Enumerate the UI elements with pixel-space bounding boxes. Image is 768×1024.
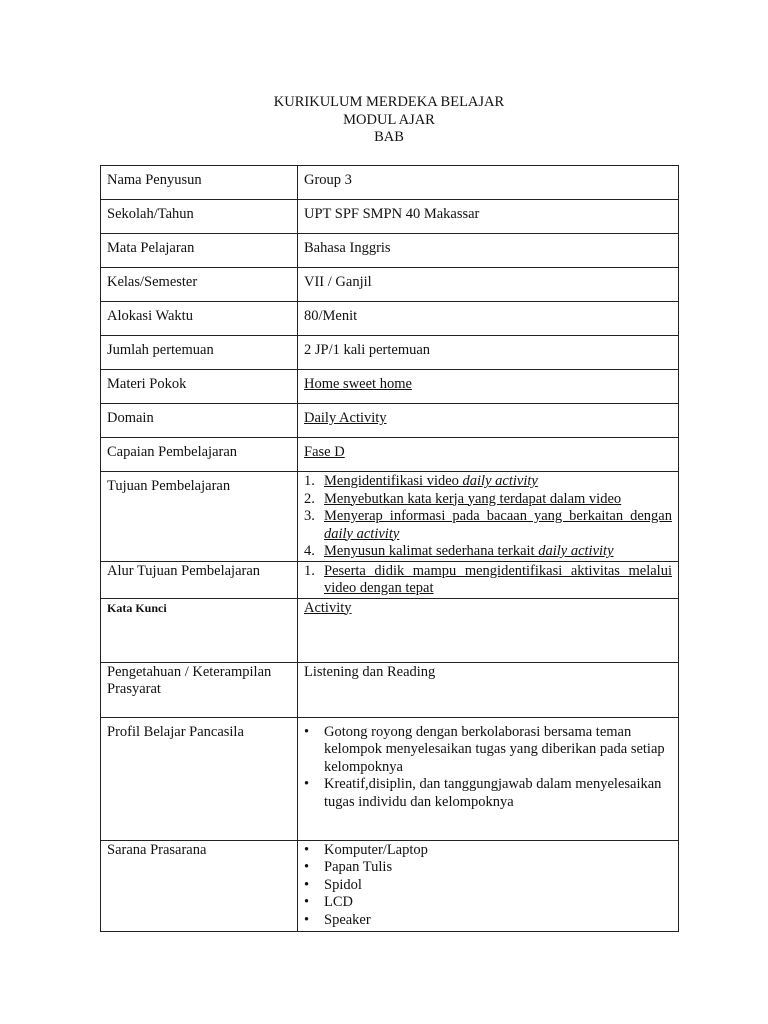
sarana-item (304, 912, 672, 930)
label-kelas: Kelas/Semester (101, 268, 298, 302)
sarana-text: Speaker (324, 911, 371, 928)
row-alur (101, 561, 679, 598)
row-sekolah (101, 200, 679, 234)
materi-text: Home sweet home (304, 376, 412, 392)
value-kata-kunci (298, 598, 679, 662)
tujuan-number: 1. (304, 473, 315, 489)
tujuan-text-italic: daily activity (538, 543, 614, 559)
tujuan-item (304, 473, 672, 491)
profil-item (304, 776, 672, 811)
value-domain (298, 404, 679, 438)
alur-number: 1. (304, 562, 315, 579)
value-kelas: VII / Ganjil (298, 268, 679, 302)
tujuan-list (304, 473, 672, 561)
label-alur: Alur Tujuan Pembelajaran (101, 561, 298, 598)
label-pengetahuan: Pengetahuan / Keterampilan Prasyarat (101, 662, 298, 717)
row-materi (101, 370, 679, 404)
tujuan-text (324, 473, 538, 489)
tujuan-text-italic: daily activity (462, 473, 538, 489)
bullet-icon: • (304, 911, 310, 928)
tujuan-text-italic: daily activity (324, 525, 400, 542)
tujuan-text-plain: Menyebutkan kata kerja yang terdapat dalam video (324, 490, 622, 507)
value-profil (298, 717, 679, 840)
kata-kunci-text: Activity (304, 599, 352, 616)
tujuan-text (324, 491, 621, 507)
title-line-3: BAB (374, 129, 404, 145)
value-pengetahuan: Listening dan Reading (298, 662, 679, 717)
label-materi: Materi Pokok (101, 370, 298, 404)
value-materi (298, 370, 679, 404)
alur-item (304, 563, 672, 598)
sarana-text: Komputer/Laptop (324, 841, 428, 858)
tujuan-text-plain: Mengidentifikasi video (324, 473, 463, 489)
document-title-block (0, 94, 768, 147)
value-alokasi: 80/Menit (298, 302, 679, 336)
row-tujuan (101, 472, 679, 562)
row-domain (101, 404, 679, 438)
row-alokasi (101, 302, 679, 336)
value-jumlah: 2 JP/1 kali pertemuan (298, 336, 679, 370)
value-mapel: Bahasa Inggris (298, 234, 679, 268)
tujuan-text-plain: Menyerap informasi pada bacaan yang berkaitan dengan (324, 508, 672, 524)
tujuan-number: 3. (304, 508, 315, 524)
label-kata-kunci (101, 598, 298, 662)
profil-item (304, 724, 672, 777)
value-capaian (298, 438, 679, 472)
title-line-2: MODUL AJAR (343, 111, 435, 128)
tujuan-text (324, 543, 614, 559)
label-mapel: Mata Pelajaran (101, 234, 298, 268)
label-nama-penyusun: Nama Penyusun (101, 166, 298, 200)
sarana-text: LCD (324, 894, 353, 910)
label-profil: Profil Belajar Pancasila (101, 717, 298, 840)
row-sarana (101, 840, 679, 931)
row-nama-penyusun (101, 166, 679, 200)
domain-text: Daily Activity (304, 410, 387, 426)
label-jumlah: Jumlah pertemuan (101, 336, 298, 370)
row-kata-kunci (101, 598, 679, 662)
sarana-item (304, 842, 672, 860)
sarana-text: Spidol (324, 876, 362, 893)
value-alur (298, 561, 679, 598)
label-domain: Domain (101, 404, 298, 438)
tujuan-number: 2. (304, 490, 315, 507)
bullet-icon: • (304, 723, 310, 740)
sarana-item (304, 894, 672, 912)
profil-text: Kreatif,disiplin, dan tanggungjawab dalam menyelesaikan tugas individu dan kelompoknya (324, 776, 662, 810)
tujuan-text-plain: Menyusun kalimat sederhana terkait (324, 543, 539, 559)
tujuan-text (324, 508, 672, 542)
row-mapel (101, 234, 679, 268)
bullet-icon: • (304, 776, 310, 792)
alur-text: Peserta didik mampu mengidentifikasi aktivitas melalui video dengan tepat (324, 562, 672, 596)
bullet-icon: • (304, 894, 310, 910)
row-pengetahuan (101, 662, 679, 717)
label-tujuan: Tujuan Pembelajaran (101, 472, 298, 562)
label-sarana: Sarana Prasarana (101, 840, 298, 931)
tujuan-item (304, 543, 672, 561)
kata-kunci-label-text: Kata Kunci (107, 600, 167, 615)
title-line-1: KURIKULUM MERDEKA BELAJAR (273, 94, 505, 110)
value-sarana (298, 840, 679, 931)
sarana-item (304, 877, 672, 895)
value-nama-penyusun: Group 3 (298, 166, 679, 200)
profil-list (304, 724, 672, 812)
capaian-text: Fase D (304, 444, 345, 460)
bullet-icon: • (304, 841, 310, 858)
tujuan-number: 4. (304, 543, 315, 559)
row-profil (101, 717, 679, 840)
bullet-icon: • (304, 859, 310, 875)
sarana-list (304, 842, 672, 930)
value-tujuan (298, 472, 679, 562)
label-sekolah: Sekolah/Tahun (101, 200, 298, 234)
bullet-icon: • (304, 876, 310, 893)
label-alokasi: Alokasi Waktu (101, 302, 298, 336)
label-capaian: Capaian Pembelajaran (101, 438, 298, 472)
alur-list (304, 563, 672, 598)
sarana-text: Papan Tulis (324, 859, 393, 875)
tujuan-item (304, 508, 672, 543)
tujuan-item (304, 491, 672, 509)
sarana-item (304, 859, 672, 877)
modul-info-table (100, 165, 679, 932)
row-capaian (101, 438, 679, 472)
profil-text: Gotong royong dengan berkolaborasi bersama teman kelompok menyelesaikan tugas yang diberikan pada setiap kelompoknya (324, 723, 665, 775)
value-sekolah: UPT SPF SMPN 40 Makassar (298, 200, 679, 234)
row-jumlah (101, 336, 679, 370)
row-kelas (101, 268, 679, 302)
